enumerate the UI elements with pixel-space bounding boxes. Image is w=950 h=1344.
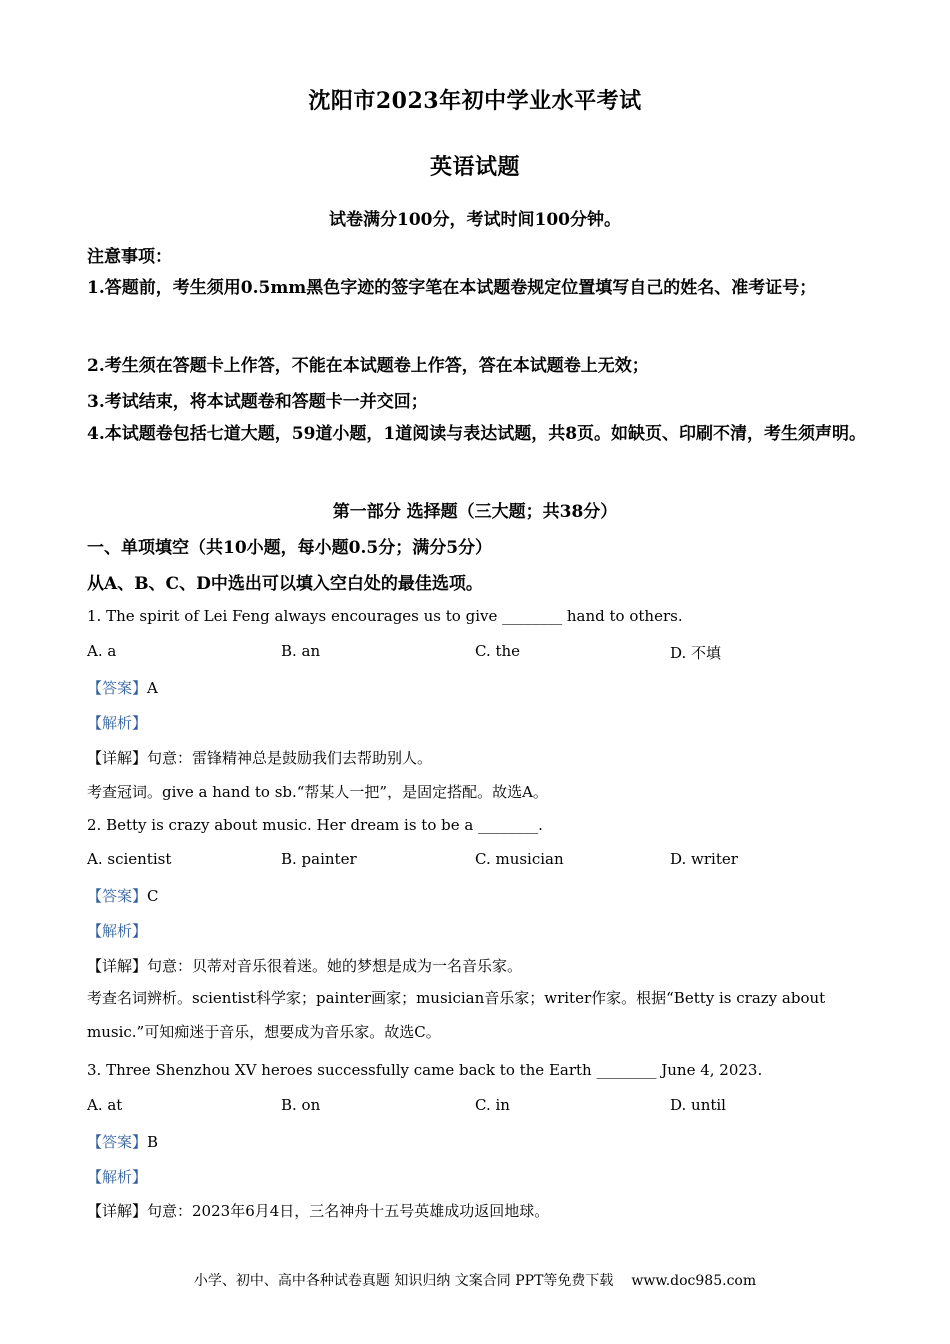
- part-title: 第一部分 选择题（三大题；共38分）: [332, 502, 618, 522]
- detail-text: 句意：雷锋精神总是鼓励我们去帮助别人。: [147, 749, 433, 767]
- footer-text: 小学、初中、高中各种试卷真题 知识归纳 文案合同 PPT等免费下载: [193, 1273, 614, 1289]
- question-2-option-d: D. writer: [670, 850, 738, 868]
- page-footer: [0, 1270, 950, 1290]
- question-1-analysis-tag: 【解析】: [87, 714, 148, 732]
- question-3-stem: 3. Three Shenzhou XV heroes successfully came back to the Earth ________ June 4, 2023.: [87, 1061, 763, 1079]
- question-3-option-d: D. until: [670, 1096, 726, 1114]
- question-2-detail: [87, 955, 522, 976]
- question-3-option-c: C. in: [475, 1096, 510, 1114]
- answer-tag: 【答案】: [87, 1133, 148, 1151]
- question-1-explanation: 考查冠词。give a hand to sb.“帮某人一把”，是固定搭配。故选A。: [87, 783, 548, 801]
- exam-info: 试卷满分100分，考试时间100分钟。: [329, 210, 621, 230]
- answer-tag: 【答案】: [87, 679, 148, 697]
- question-1-option-d: D. 不填: [670, 644, 722, 662]
- answer-value: A: [147, 679, 158, 697]
- question-1-answer: [87, 677, 158, 698]
- notice-item-3: 3.考试结束，将本试题卷和答题卡一并交回；: [87, 392, 428, 412]
- question-2-stem: 2. Betty is crazy about music. Her dream is to be a ________.: [87, 816, 543, 834]
- notice-item-4: 4.本试题卷包括七道大题，59道小题，1道阅读与表达试题，共8页。如缺页、印刷不清，考生须声明。: [87, 424, 867, 444]
- section-instruction: 从A、B、C、D中选出可以填入空白处的最佳选项。: [87, 574, 483, 594]
- section-title: 一、单项填空（共10小题，每小题0.5分；满分5分）: [87, 538, 493, 558]
- question-2-option-c: C. musician: [475, 850, 564, 868]
- question-3-analysis-tag: 【解析】: [87, 1168, 148, 1186]
- detail-tag: 【详解】: [87, 749, 148, 767]
- question-1-option-b: B. an: [281, 642, 321, 660]
- detail-text: 句意：贝蒂对音乐很着迷。她的梦想是成为一名音乐家。: [147, 957, 523, 975]
- question-3-answer: [87, 1131, 158, 1152]
- question-3-option-b: B. on: [281, 1096, 321, 1114]
- answer-value: C: [147, 887, 159, 905]
- question-2-analysis-tag: 【解析】: [87, 922, 148, 940]
- detail-tag: 【详解】: [87, 957, 148, 975]
- question-3-detail: [87, 1200, 549, 1221]
- question-3-option-a: A. at: [87, 1096, 123, 1114]
- question-2-option-a: A. scientist: [87, 850, 172, 868]
- notice-item-1: 1.答题前，考生须用0.5mm黑色字迹的签字笔在本试题卷规定位置填写自己的姓名、准考证号；: [87, 278, 817, 298]
- answer-value: B: [147, 1133, 159, 1151]
- answer-tag: 【答案】: [87, 887, 148, 905]
- footer-url[interactable]: www.doc985.com: [631, 1273, 757, 1289]
- question-1-option-a: A. a: [87, 642, 117, 660]
- question-1-detail: [87, 747, 432, 768]
- notice-heading: 注意事项：: [87, 247, 172, 267]
- question-1-option-c: C. the: [475, 642, 521, 660]
- question-2-answer: [87, 885, 159, 906]
- question-1-stem: 1. The spirit of Lei Feng always encourages us to give ________ hand to others.: [87, 607, 683, 625]
- page-title: 沈阳市2023年初中学业水平考试: [308, 88, 642, 114]
- question-2-explanation: 考查名词辨析。scientist科学家；painter画家；musician音乐家；writer作家。根据“Betty is crazy about music.”可知痴迷于音乐，想要成为音乐家。故选C。: [87, 989, 826, 1041]
- detail-text: 句意：2023年6月4日，三名神舟十五号英雄成功返回地球。: [147, 1202, 550, 1220]
- question-2-option-b: B. painter: [281, 850, 357, 868]
- page-subtitle: 英语试题: [429, 154, 520, 180]
- notice-item-2: 2.考生须在答题卡上作答，不能在本试题卷上作答，答在本试题卷上无效；: [87, 356, 649, 376]
- detail-tag: 【详解】: [87, 1202, 148, 1220]
